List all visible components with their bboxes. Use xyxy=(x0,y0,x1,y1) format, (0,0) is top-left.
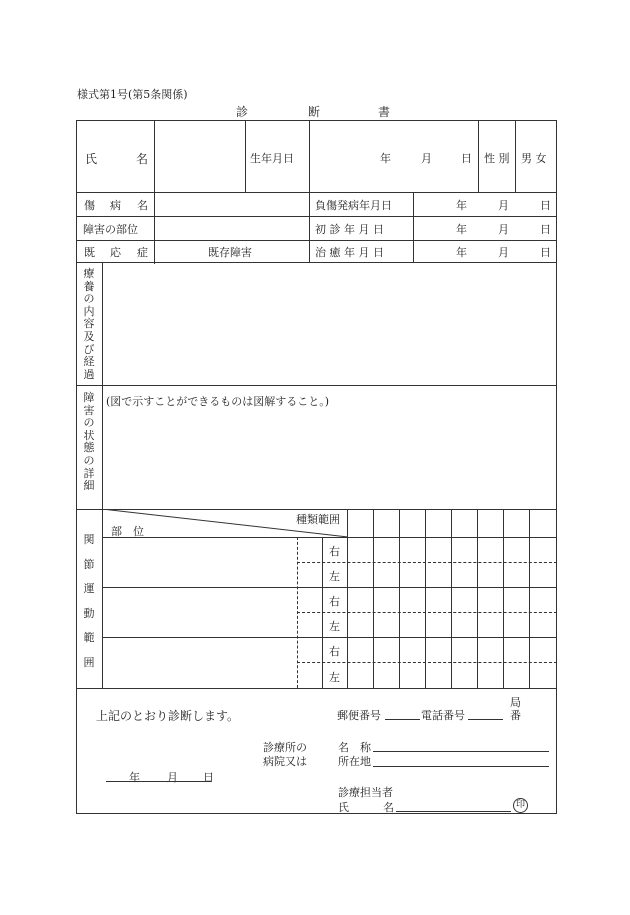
sign-year-unit: 年 xyxy=(129,771,140,784)
treatment-label: 療養の内容及び経過 xyxy=(83,267,95,381)
injury-label-1: 傷 xyxy=(84,199,95,212)
first-visit-month-unit: 月 xyxy=(498,223,509,236)
existing-disability-label: 既存障害 xyxy=(208,246,252,259)
healed-month-unit: 月 xyxy=(498,246,509,259)
healed-date-label: 治 癒 年 月 日 xyxy=(315,246,384,259)
doctor-name-label-second: 名 xyxy=(383,801,394,814)
facility-name-label: 名 称 xyxy=(338,741,371,754)
birthdate-label: 生年月日 xyxy=(250,152,294,165)
sex-label: 性 別 xyxy=(484,152,510,165)
type-range-label: 種類範囲 xyxy=(296,513,340,526)
name-label-second: 名 xyxy=(136,152,149,166)
left-label-2: 左 xyxy=(329,620,340,633)
detail-note: (図で示すことができるものは図解すること。) xyxy=(106,395,330,408)
history-label-3: 症 xyxy=(137,246,148,259)
left-label-3: 左 xyxy=(329,671,340,684)
title-char-3: 書 xyxy=(378,105,391,119)
doctor-label: 診療担当者 xyxy=(338,786,393,799)
clinic-label-line1: 診療所の xyxy=(263,741,307,754)
history-label-1: 既 xyxy=(84,246,95,259)
title-char-1: 診 xyxy=(236,105,249,119)
sign-day-unit: 日 xyxy=(203,771,214,784)
name-label-first: 氏 xyxy=(85,152,98,166)
detail-label: 障害の状態の詳細 xyxy=(83,391,95,493)
phone-number-label: 番 xyxy=(510,709,521,722)
birth-year-unit: 年 xyxy=(380,152,391,165)
onset-date-label: 負傷発病年月日 xyxy=(315,199,392,212)
disability-site-label: 障害の部位 xyxy=(83,223,138,236)
phone-exchange-label: 局 xyxy=(510,696,521,709)
healed-day-unit: 日 xyxy=(540,246,551,259)
form-number-label: 様式第1号(第5条関係) xyxy=(77,88,188,101)
sex-options: 男 女 xyxy=(521,152,547,165)
right-label-3: 右 xyxy=(329,645,340,658)
joint-range-label: 関節運動範囲 xyxy=(83,533,95,669)
first-visit-day-unit: 日 xyxy=(540,223,551,236)
doctor-name-label-first: 氏 xyxy=(338,801,349,814)
sign-month-unit: 月 xyxy=(167,771,178,784)
part-label: 部 位 xyxy=(111,525,144,538)
history-label-2: 応 xyxy=(110,246,121,259)
birth-day-unit: 日 xyxy=(461,152,472,165)
title-char-2: 断 xyxy=(308,105,321,119)
healed-year-unit: 年 xyxy=(456,246,467,259)
onset-day-unit: 日 xyxy=(540,199,551,212)
postal-code-label: 郵便番号 xyxy=(337,709,381,722)
diagnosis-statement: 上記のとおり診断します。 xyxy=(96,709,240,723)
right-label-2: 右 xyxy=(329,595,340,608)
onset-year-unit: 年 xyxy=(456,199,467,212)
injury-label-2: 病 xyxy=(110,199,121,212)
seal-mark: 印 xyxy=(513,798,528,813)
left-label-1: 左 xyxy=(329,570,340,583)
phone-label: 電話番号 xyxy=(421,709,465,722)
first-visit-year-unit: 年 xyxy=(456,223,467,236)
first-visit-label: 初 診 年 月 日 xyxy=(315,223,384,236)
facility-address-label: 所在地 xyxy=(338,755,371,768)
clinic-label-line2: 病院又は xyxy=(263,755,307,768)
right-label-1: 右 xyxy=(329,545,340,558)
injury-label-3: 名 xyxy=(137,199,148,212)
onset-month-unit: 月 xyxy=(498,199,509,212)
birth-month-unit: 月 xyxy=(421,152,432,165)
